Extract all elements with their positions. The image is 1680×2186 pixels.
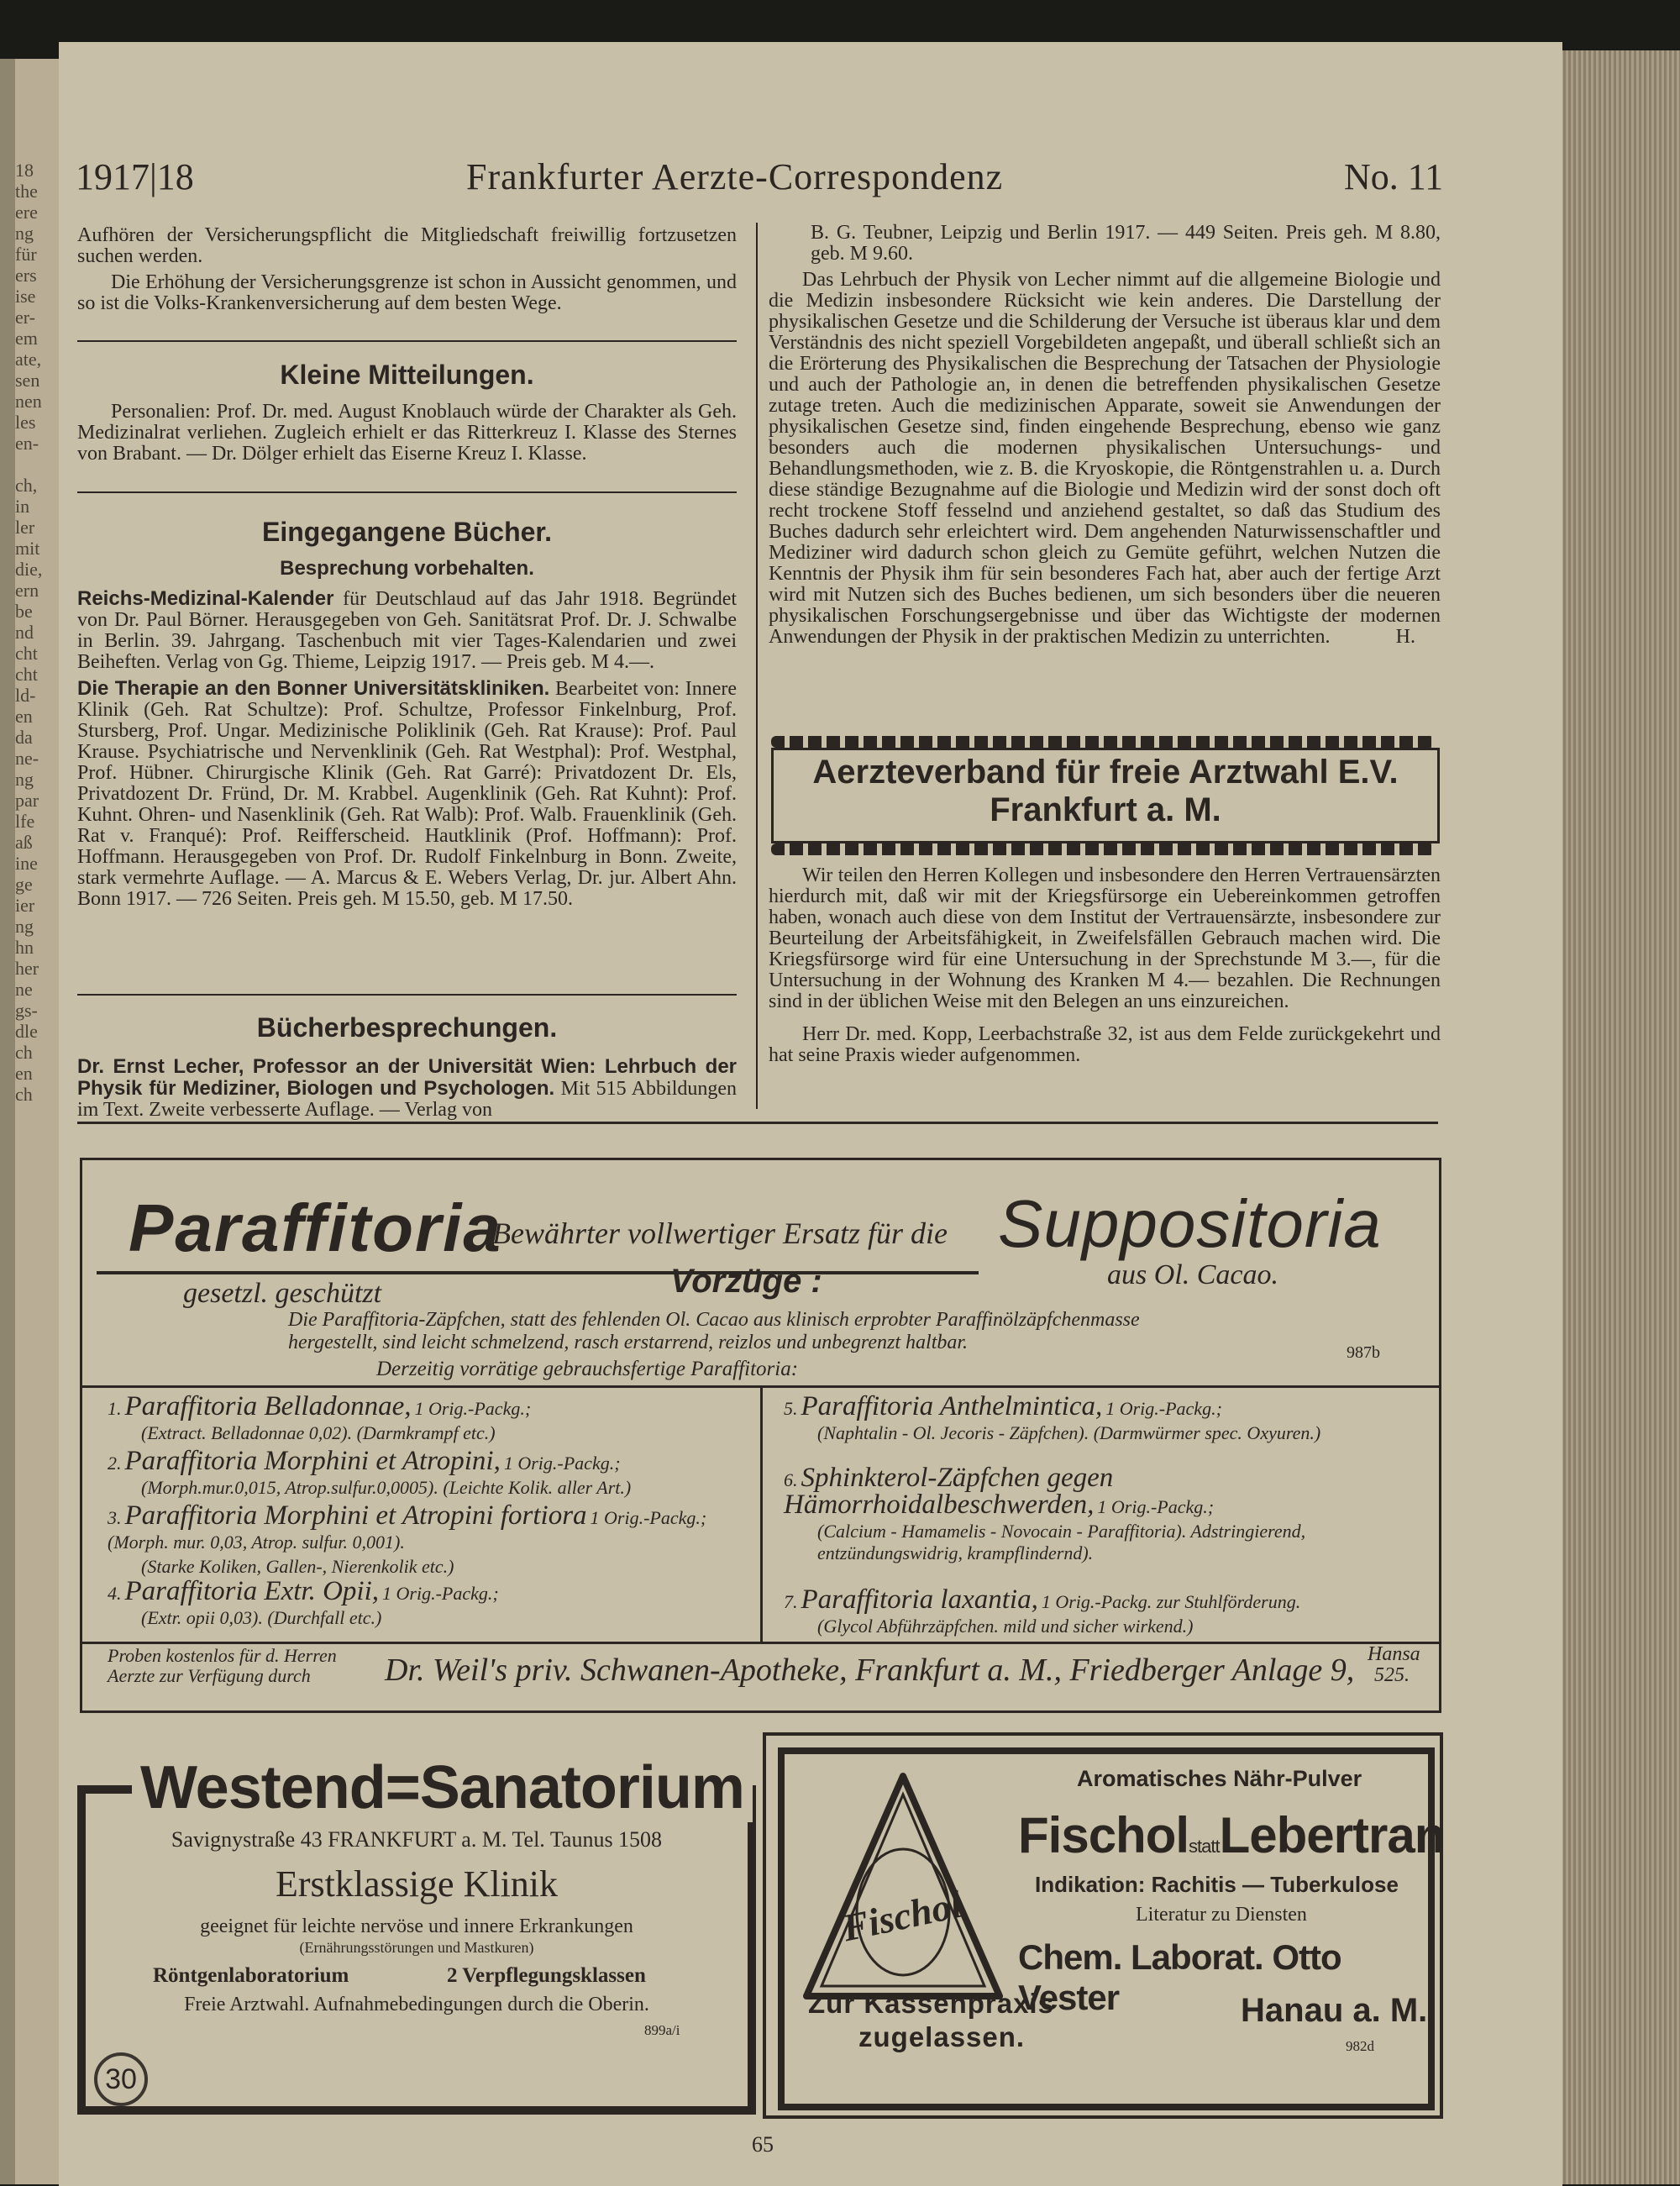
eingegangene-buecher-heading: Eingegangene Bücher. (262, 517, 552, 547)
paraffitoria-item (784, 1391, 1405, 1444)
left-fragment: ere (15, 202, 38, 223)
left-fragment: gs- (15, 1000, 38, 1021)
review-signature: H. (1395, 626, 1415, 648)
page-number: 65 (752, 2132, 774, 2157)
buecherbesprechungen-heading: Bücherbesprechungen. (256, 1012, 558, 1043)
book-list (77, 588, 737, 915)
item-number: 3. (108, 1507, 122, 1528)
fischol-logo (798, 1769, 1008, 2013)
right-page-stack (1546, 50, 1680, 2184)
book-title: Reichs-Medizinal-Kalender (77, 587, 334, 610)
section-rule (77, 1122, 1438, 1124)
page-stamp: 30 (94, 2052, 148, 2106)
left-fragment: ier (15, 895, 35, 916)
review-details: Mit 515 Abbildungen im Text. Zweite verbesserte Auflage. — Verlag von (77, 1078, 738, 1121)
hansa-number: 525. (1374, 1664, 1410, 1686)
westend-title: Westend=Sanatorium (132, 1753, 753, 1822)
left-fragment: nen (15, 391, 42, 412)
item-pack: 1 Orig.-Packg.; (382, 1583, 499, 1604)
left-fragment: ch (15, 1084, 33, 1105)
westend-ernaehrung: (Ernährungsstörungen und Mastkuren) (299, 1939, 534, 1956)
item-detail: (Glycol Abführzäpfchen. mild und sicher wirkend.) (817, 1616, 1194, 1637)
book-details: für Deutschlaud auf das Jahr 1918. Begründet von Dr. Paul Börner. Herausgegeben von Geh. Sanitätsrat Prof. Dr. J. Schwalbe in Berlin. 39. Jahrgang. Taschenbuch mit vier Tages-Kalendarien und zwei Beiheften. Verlag von Gg. Thieme, Leipzig 1917. — Preis geb. M 4.—. (77, 588, 738, 673)
item-name: Paraffitoria Extr. Opii, (124, 1576, 380, 1606)
westend-klassen: 2 Verpflegungsklassen (447, 1964, 646, 1987)
fischol-word: Fischol (1018, 1807, 1189, 1863)
ad-code: 987b (1347, 1343, 1380, 1362)
kopp-paragraph: Herr Dr. med. Kopp, Leerbachstraße 32, ist aus dem Felde zurückgekehrt und hat seine Praxis wieder aufgenommen. (769, 1023, 1441, 1066)
column-divider (756, 223, 758, 1109)
left-fragment: ch, (15, 475, 38, 496)
fischol-code: 982d (1346, 2038, 1374, 2054)
book-title: Die Therapie an den Bonner Universitätskliniken. (77, 677, 550, 700)
left-fragment: sen (15, 370, 40, 391)
fischol-ad-outer (763, 1732, 1443, 2119)
left-fragment (15, 454, 55, 475)
fischol-aroma: Aromatisches Nähr-Pulver (1077, 1766, 1362, 1791)
westend-ad (77, 1754, 756, 2115)
left-fragment: aß (15, 832, 33, 853)
left-fragment: les (15, 412, 36, 433)
verband-title-box (771, 748, 1440, 843)
paraffitoria-item (108, 1446, 729, 1499)
paraffitoria-item (108, 1576, 729, 1629)
left-fragment: für (15, 244, 37, 265)
review-body: Das Lehrbuch der Physik von Lecher nimmt auf die allgemeine Biologie und die Medizin insbesondere Rücksicht wie kein anderes. Die Darstellung der physikalischen Gesetze und die Schilderung der Versuche ist überaus klar und dem Verständnis des nicht speziell Vorgebildeten angepaßt, und überall schließt sich an die Erörterung des Physikalischen die Besprechung der Tatsachen der Physiologie und auch der Pathologie an, in denen die betreffenden physikalischen Gesetze zutage treten. Auch die medizinischen Apparate, soweit sie Anwendungen der physikalischen Gesetze sind, finden eingehende Besprechung, ebenso wie ganz besonders auch die modernen physikalischen Untersuchungs- und Behandlungsmethoden, wie z. B. die Kryoskopie, die Röntgenstrahlen u. a. Durch diese ständige Bezugnahme auf die Biologie und Medizin wird der sonst doch oft recht trockene Stoff fesselnd und anziehend gestaltet, so daß das Studium des Buches dadurch sehr erleichtert wird. Dem angehenden Naturwissenschaftler und Mediziner wird dadurch schon gleich zu Gemüte geführt, welchen Nutzen die Kenntnis der Physik ihm für sein besonderes Fach hat, aber auch der fertige Arzt wird mit Nutzen sich des Buches bedienen, um sich besonders über die neueren physikalischen Forschungsergebnisse und über das Wichtigste der modernen Anwendungen der Physik in der praktischen Medizin zu unterrichten. (769, 269, 1441, 648)
item-detail: (Extract. Belladonnae 0,02). (Darmkrampf etc.) (141, 1422, 496, 1443)
paraffitoria-ad (80, 1158, 1441, 1713)
divider (77, 491, 737, 493)
fischol-kassen-1: Zur Kassenpraxis (808, 1988, 1054, 2019)
item-detail: (Calcium - Hamamelis - Novocain - Paraffitoria). Adstringierend, entzündungswidrig, krampflindernd). (817, 1521, 1306, 1563)
item-detail: (Naphtalin - Ol. Jecoris - Zäpfchen). (Darmwürmer spec. Oxyuren.) (817, 1422, 1321, 1443)
suppositoria-word: Suppositoria (998, 1186, 1382, 1261)
left-fragment: ine (15, 853, 38, 874)
verband-city: Frankfurt a. M. (990, 791, 1221, 828)
vorzuege-label: Vorzüge : (670, 1263, 822, 1300)
left-column (77, 225, 737, 319)
left-fragment: hn (15, 937, 34, 958)
ad-column-divider (760, 1385, 763, 1642)
fischol-chem: Chem. Laborat. Otto Vester (1018, 1937, 1341, 2017)
header-number: No. 11 (1344, 156, 1444, 197)
item-name: Sphinkterol-Zäpfchen gegen Hämorrhoidalbeschwerden, (784, 1463, 1114, 1520)
divider (77, 340, 737, 342)
paraffitoria-item (784, 1584, 1405, 1637)
review-continuation: B. G. Teubner, Leipzig und Berlin 1917. — 449 Seiten. Preis geh. M 8.80, geb. M 9.60. (811, 222, 1441, 265)
cacao-label: aus Ol. Cacao. (1107, 1259, 1278, 1290)
divider (77, 994, 737, 996)
verband-title: Aerzteverband für freie Arztwahl E.V. (812, 754, 1399, 791)
left-fragment: en (15, 706, 33, 727)
kleine-mitteilungen-heading: Kleine Mitteilungen. (280, 360, 534, 390)
statt-word: statt (1189, 1836, 1220, 1857)
protected-label: gesetzl. geschützt (183, 1278, 382, 1309)
left-fragment: nd (15, 622, 34, 643)
personalien-paragraph: Personalien: Prof. Dr. med. August Knoblauch würde der Charakter als Geh. Medizinalrat verliehen. Zugleich erhielt er das Ritterkreuz I. Klasse des Sternes von Brabant. — Dr. Dölger erhielt das Eiserne Kreuz I. Klasse. (77, 401, 737, 465)
left-page-fragments (15, 160, 55, 1105)
left-fragment: ler (15, 517, 35, 538)
paraffitoria-item (784, 1463, 1405, 1564)
apotheke-text: Dr. Weil's priv. Schwanen-Apotheke, Frankfurt a. M., Friedberger Anlage 9, (385, 1653, 1355, 1688)
item-name: Paraffitoria Belladonnae, (124, 1391, 412, 1421)
westend-address: Savignystraße 43 FRANKFURT a. M. Tel. Taunus 1508 (171, 1827, 663, 1852)
westend-roentgen: Röntgenlaboratorium (153, 1964, 349, 1987)
item-detail: (Extr. opii 0,03). (Durchfall etc.) (141, 1607, 382, 1628)
left-fragment: ng (15, 916, 34, 937)
item-detail: (Starke Koliken, Gallen-, Nierenkolik etc.) (141, 1556, 454, 1577)
left-page-edge (0, 59, 59, 2184)
item-number: 6. (784, 1469, 798, 1490)
westend-code: 899a/i (644, 2022, 680, 2038)
triangle-shape (806, 1776, 1000, 1996)
left-fragment: mit (15, 538, 40, 559)
paraffitoria-item (108, 1500, 729, 1578)
buecher-subheading: Besprechung vorbehalten. (280, 557, 534, 580)
left-fragment: in (15, 496, 30, 517)
left-fragment: ch (15, 1042, 33, 1063)
verband-announcement (769, 865, 1441, 1071)
right-column (769, 223, 1441, 648)
paraffitoria-item (108, 1391, 729, 1444)
left-fragment: die, (15, 559, 43, 580)
hansa-label: Hansa (1368, 1643, 1420, 1665)
left-fragment: lfe (15, 811, 35, 832)
item-pack: 1 Orig.-Packg. zur Stuhlförderung. (1041, 1591, 1301, 1612)
left-fragment: ne (15, 979, 33, 1000)
item-name: Paraffitoria laxantia, (801, 1584, 1038, 1615)
item-pack: 1 Orig.-Packg.; (414, 1398, 532, 1419)
left-fragment: en (15, 1063, 33, 1084)
left-fragment: 18 (15, 160, 34, 181)
item-number: 2. (108, 1453, 122, 1474)
book-details: Bearbeitet von: Innere Klinik (Geh. Rat Schultze): Prof. Schultze, Professor Finkelnburg, Prof. Stursberg, Prof. Ungar. Medizinische Poliklinik (Geh. Rat Krause): Prof. Paul Krause. Psychiatrische und Nervenklinik (Geh. Rat Westphal): Prof. Westphal, Prof. Hübner. Chirurgische Klinik (Geh. Rat Garré): Privatdozent Dr. Els, Privatdozent Dr. Fründ, Dr. M. Krabbel. Augenklinik (Geh. Rat Kuhnt): Prof. Kuhnt. Ohren- und Nasenklinik (Geh. Rat Walb): Prof. Walb. Frauenklinik (Geh. Rat v. Franqué): Prof. Reifferscheid. Hautklinik (Prof. Hoffmann): Prof. Hoffmann. Herausgegeben von Prof. Dr. Rudolf Finkelnburg in Bonn. Zweite, stark vermehrte Auflage. — A. Marcus & E. Webers Verlag, Dr. jur. Albert Ahn. Bonn 1917. — 726 Seiten. Preis geh. M 15.50, geb. M 17.50. (77, 678, 737, 910)
proben-text: Proben kostenlos für d. Herren Aerzte zur Verfügung durch (108, 1645, 337, 1686)
westend-freie: Freie Arztwahl. Aufnahmebedingungen durch die Oberin. (184, 1994, 649, 2015)
left-fragment: ng (15, 223, 34, 244)
fischol-name (1018, 1806, 1444, 1864)
review-start (77, 1056, 737, 1126)
chain-border-bottom (771, 843, 1435, 855)
book-entry (77, 678, 737, 910)
left-fragment: dle (15, 1021, 38, 1042)
left-fragment: her (15, 958, 39, 979)
paraffitoria-description: Die Paraffitoria-Zäpfchen, statt des fehlenden Ol. Cacao aus klinisch erprobter Paraffinölzäpfchenmasse hergestellt, sind leicht schmelzend, rasch erstarrend, reizlos und unbegrenzt haltbar. (288, 1309, 1140, 1353)
item-name: Paraffitoria Morphini et Atropini fortiora (124, 1500, 587, 1531)
left-fragment: cht (15, 664, 38, 685)
left-fragment: ld- (15, 685, 36, 706)
left-fragment: ise (15, 286, 36, 307)
left-fragment: er- (15, 307, 35, 328)
left-fragment: ern (15, 580, 39, 601)
chain-border-top (771, 736, 1435, 748)
westend-klinik: Erstklassige Klinik (275, 1863, 559, 1905)
kleine-mitteilungen-text (77, 402, 737, 470)
left-binding (0, 59, 15, 2184)
item-number: 1. (108, 1398, 122, 1419)
item-pack: 1 Orig.-Packg.; (1105, 1398, 1222, 1419)
lebertran-word: Lebertran (1219, 1807, 1445, 1863)
fischol-hanau: Hanau a. M. (1241, 1992, 1428, 2029)
intro-paragraph-1: Aufhören der Versicherungspflicht die Mitgliedschaft freiwillig fortzusetzen suchen werden. (77, 224, 737, 267)
book-entry (77, 588, 737, 673)
item-number: 7. (784, 1591, 798, 1612)
item-name: Paraffitoria Morphini et Atropini, (124, 1446, 501, 1476)
left-fragment: ge (15, 874, 33, 895)
left-fragment: the (15, 181, 38, 202)
left-fragment: ne- (15, 748, 39, 769)
item-pack: 1 Orig.-Packg.; (503, 1453, 621, 1474)
paraffitoria-tagline: Bewährter vollwertiger Ersatz für die (492, 1216, 948, 1250)
underline (97, 1271, 979, 1274)
item-number: 4. (108, 1583, 122, 1604)
item-number: 5. (784, 1398, 798, 1419)
left-fragment: em (15, 328, 38, 349)
left-fragment: par (15, 790, 39, 811)
verband-paragraph: Wir teilen den Herren Kollegen und insbesondere den Herren Vertrauensärzten hierdurch mit, daß wir mit der Kriegsfürsorge ein Uebereinkommen getroffen haben, wonach auch diese von dem Institut der Vertrauensärzte, insbesondere zur Beurteilung der Arbeitsfähigkeit, in Zweifelsfällen Gebrauch machen wird. Die Kriegsfürsorge wird für eine Untersuchung in der Sprechstunde M 3.—, für die Untersuchung in der Wohnung des Kranken M 4.— bezahlen. Die Rechnungen sind in der üblichen Weise mit den Belegen an uns einzureichen. (769, 864, 1441, 1012)
paraffitoria-brand: Paraffitoria (129, 1190, 502, 1265)
left-fragment: cht (15, 643, 38, 664)
fischol-literatur: Literatur zu Diensten (1136, 1904, 1307, 1926)
item-detail: (Morph.mur.0,015, Atrop.sulfur.0,0005). (Leichte Kolik. aller Art.) (141, 1477, 632, 1498)
fischol-indikation: Indikation: Rachitis — Tuberkulose (1035, 1872, 1399, 1897)
intro-paragraph-2: Die Erhöhung der Versicherungsgrenze ist schon in Aussicht genommen, und so ist die Volks-Krankenversicherung auf dem besten Wege. (77, 271, 737, 314)
item-name: Paraffitoria Anthelmintica, (801, 1391, 1103, 1421)
left-fragment: da (15, 727, 33, 748)
item-pack: 1 Orig.-Packg.; (Morph. mur. 0,03, Atrop. sulfur. 0,001). (108, 1507, 707, 1553)
westend-geeignet: geeignet für leichte nervöse und innere Erkrankungen (200, 1915, 633, 1937)
item-pack: 1 Orig.-Packg.; (1097, 1496, 1215, 1517)
header-title: Frankfurter Aerzte-Correspondenz (466, 156, 1004, 197)
available-line: Derzeitig vorrätige gebrauchsfertige Paraffitoria: (376, 1358, 799, 1380)
ad-rule (82, 1642, 1439, 1644)
left-fragment: ate, (15, 349, 42, 370)
fischol-logo-text: Fischol (838, 1882, 966, 1950)
fischol-kassen-2: zugelassen. (858, 2021, 1026, 2052)
left-fragment: en- (15, 433, 39, 454)
review-title: Dr. Ernst Lecher, Professor an der Universität Wien: Lehrbuch der Physik für Mediziner, Biologen und Psychologen. (77, 1055, 737, 1100)
review-paragraph (77, 1056, 737, 1121)
left-fragment: be (15, 601, 33, 622)
left-fragment: ers (15, 265, 37, 286)
triangle-inner (822, 1795, 984, 1986)
header-year: 1917|18 (76, 156, 194, 197)
left-fragment: ng (15, 769, 34, 790)
